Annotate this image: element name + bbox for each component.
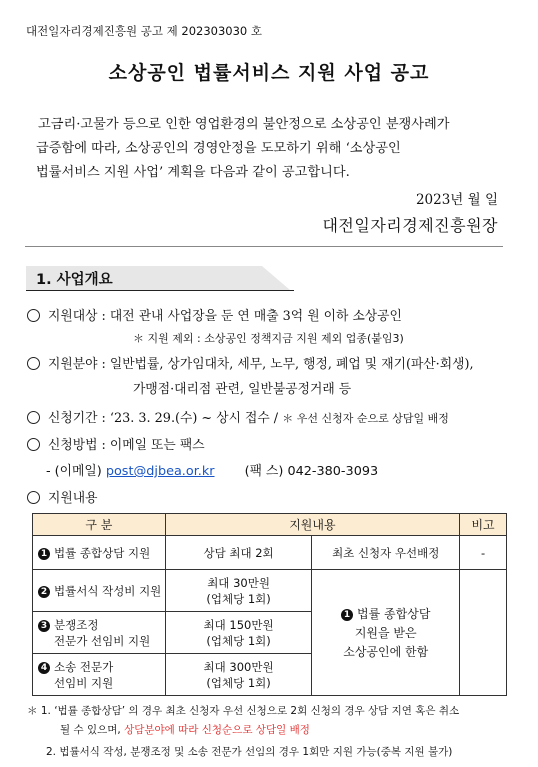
footnote-1: ＊ 1. ‘법률 종합상담’ 의 경우 최초 신청자 우선 신청으로 2회 신청의 경우 상담 지연 혹은 취소: [27, 705, 460, 717]
number-badge-icon: 2: [38, 586, 50, 598]
row-content: 최대 300만원 (업체당 1회): [165, 654, 312, 696]
header-note: 비고: [460, 514, 507, 536]
target-row: 지원대상 : 대전 관내 사업장을 둔 연 매출 3억 원 이하 소상공인: [27, 305, 402, 324]
row-content: 상담 최대 2회: [165, 536, 312, 570]
field-row: 지원분야 : 일반법률, 상가임대차, 세무, 노무, 행정, 폐업 및 재기(파산·회생),: [27, 353, 474, 372]
row-content: 최대 150만원 (업체당 1회): [165, 612, 312, 654]
intro-paragraph: [38, 113, 508, 185]
period-value: ‘23. 3. 29.(수) ~ 상시 접수 /: [109, 411, 279, 426]
page-title: 소상공인 법률서비스 지원 사업 공고: [108, 62, 430, 84]
row-note: -: [460, 536, 507, 570]
row-extra: 최초 신청자 우선배정: [312, 536, 460, 570]
email-link[interactable]: post@djbea.or.kr: [105, 464, 215, 479]
divider: [25, 246, 503, 247]
table-row: [33, 570, 507, 612]
number-badge-icon: 1: [38, 548, 50, 560]
section-heading-text: 1. 사업개요: [36, 272, 113, 288]
row-label: 1 법률 종합상담 지원: [33, 536, 166, 570]
target-value: 대전 관내 사업장을 둔 연 매출 3억 원 이하 소상공인: [109, 309, 402, 324]
announcement-date: 2023년 월 일: [415, 192, 498, 208]
footnote-2: 2. 법률서식 작성, 분쟁조정 및 소송 전문가 선임의 경우 1회만 지원 가능(중복 지원 불가): [46, 746, 453, 758]
table-row: [33, 536, 507, 570]
row-content: 최대 30만원 (업체당 1회): [165, 570, 312, 612]
number-badge-icon: 1: [341, 609, 353, 621]
row-label: 2 법률서식 작성비 지원: [33, 570, 166, 612]
merged-condition-cell: 1 법률 종합상담 지원을 받은 소상공인에 한함: [312, 570, 460, 696]
contact-row: [46, 460, 378, 479]
notice-number: 대전일자리경제진흥원 공고 제 202303030 호: [26, 24, 262, 38]
circle-bullet-icon: [27, 438, 40, 451]
period-note: ＊ 우선 신청자 순으로 상담일 배정: [282, 412, 449, 425]
header-category: 구 분: [33, 514, 166, 536]
intro-line-1: 고금리·고물가 등으로 인한 영업환경의 불안정으로 소상공인 분쟁사례가: [38, 117, 450, 132]
period-row: 신청기간 : ‘23. 3. 29.(수) ~ 상시 접수 / ＊ 우선 신청자 순으로 상담일 배정: [27, 407, 449, 426]
period-label: 신청기간: [48, 411, 98, 426]
support-table: [32, 513, 507, 696]
circle-bullet-icon: [27, 357, 40, 370]
fax-number: 042-380-3093: [287, 464, 379, 479]
number-badge-icon: 4: [38, 662, 50, 674]
method-label: 신청방법: [48, 438, 98, 453]
field-value-1: 일반법률, 상가임대차, 세무, 노무, 행정, 폐업 및 재기(파산·회생),: [109, 357, 474, 372]
number-badge-icon: 3: [38, 620, 50, 632]
intro-line-2: 급증함에 따라, 소상공인의 경영안정을 도모하기 위해 ‘소상공인: [36, 141, 401, 156]
fax-label: (팩 스): [244, 464, 284, 479]
field-value-2: 가맹점·대리점 관련, 일반불공정거래 등: [133, 382, 352, 397]
row-label: 3 분쟁조정 전문가 선임비 지원: [33, 612, 166, 654]
section-heading-slant: [262, 266, 290, 290]
table-header-row: [33, 514, 507, 536]
method-value: 이메일 또는 팩스: [109, 438, 205, 453]
method-row: 신청방법 : 이메일 또는 팩스: [27, 434, 205, 453]
organization-signature: 대전일자리경제진흥원장: [322, 216, 498, 235]
footnote-star: ＊: [27, 705, 38, 717]
circle-bullet-icon: [27, 411, 40, 424]
header-content: 지원내용: [165, 514, 459, 536]
footnote-highlight: 상담분야에 따라 신청순으로 상담일 배정: [124, 724, 310, 736]
intro-line-3: 법률서비스 지원 사업’ 계획을 다음과 같이 공고합니다.: [36, 165, 350, 180]
circle-bullet-icon: [27, 309, 40, 322]
field-label: 지원분야: [48, 357, 98, 372]
target-label: 지원대상: [48, 309, 98, 324]
footnote-1-cont: 될 수 있으며, 상담분야에 따라 신청순으로 상담일 배정: [60, 724, 310, 736]
row-note: [460, 570, 507, 696]
email-prefix: - (이메일): [46, 464, 102, 479]
row-label: 4 소송 전문가 선임비 지원: [33, 654, 166, 696]
circle-bullet-icon: [27, 491, 40, 504]
content-row: [27, 487, 97, 506]
content-label: 지원내용: [48, 491, 98, 506]
section-heading-underline: [26, 290, 294, 291]
target-note: ＊ 지원 제외 : 소상공인 정책지금 지원 제외 업종(붙임3): [133, 332, 404, 345]
section-heading: [26, 266, 262, 290]
